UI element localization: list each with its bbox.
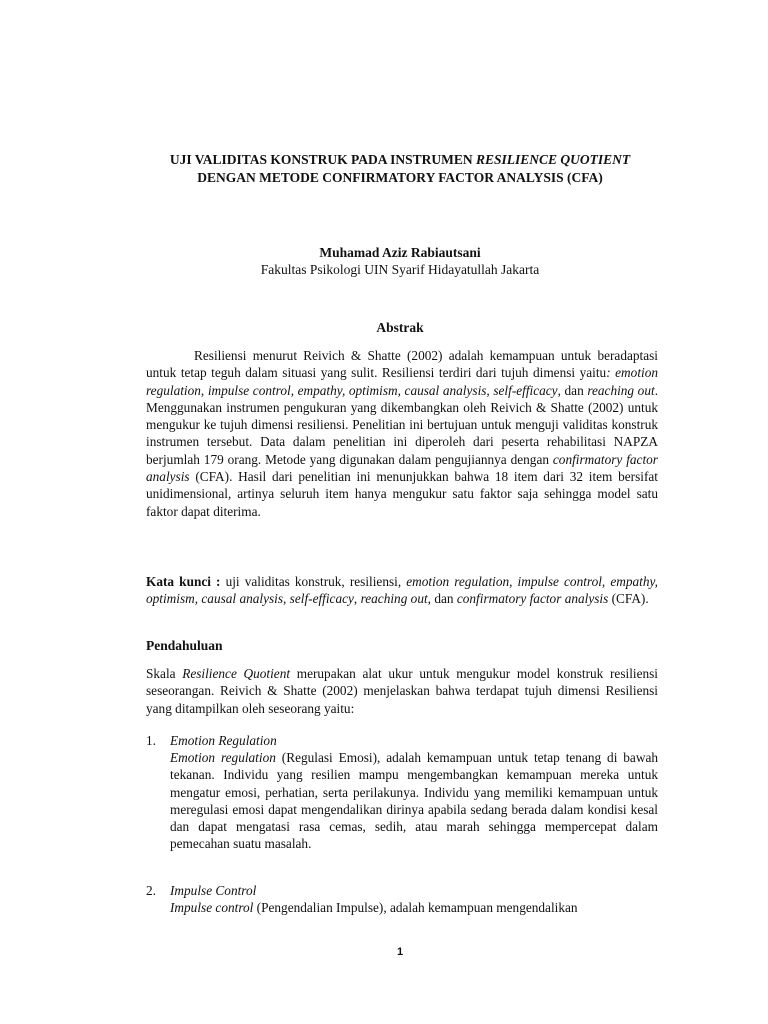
author-affiliation: Fakultas Psikologi UIN Syarif Hidayatullah Jakarta xyxy=(260,262,540,277)
abstract-text: Resiliensi menurut Reivich & Shatte (2002) adalah kemampuan untuk beradaptasi untuk tetap teguh dalam situasi yang sulit. Resiliensi terdiri dari tujuh dimensi yaitu xyxy=(146,348,658,381)
list-item-body xyxy=(170,899,658,916)
abstract-italic-text: confirmatory factor analysis xyxy=(146,451,658,485)
paper-title xyxy=(145,151,655,187)
title-part: DENGAN METODE CONFIRMATORY FACTOR ANALYSIS (CFA) xyxy=(197,170,603,185)
list-item-text: (Regulasi Emosi), adalah kemampuan untuk tetap tenang di bawah tekanan. Individu yang resilien mampu mengembangkan kemampuan mereka untuk mengatur emosi, perhatian, serta perilakunya. Individu yang memiliki kemampuan untuk meregulasi emosi dapat mengendalikan dirinya apabila sedang berada dalam kondisi kesal dan dapat mengatasi rasa cemas, sedih, atau marah sehingga mempercepat dalam pemecahan suatu masalah. xyxy=(170,750,658,852)
list-item-number: 1. xyxy=(146,733,156,748)
abstract-heading: Abstrak xyxy=(376,320,424,335)
abstract-body xyxy=(146,347,658,520)
keywords-text: uji validitas konstruk, resiliensi, xyxy=(220,574,407,589)
author-name: Muhamad Aziz Rabiautsani xyxy=(319,245,481,260)
list-item-title: Emotion Regulation xyxy=(170,733,277,748)
title-italic-part: RESILIENCE QUOTIENT xyxy=(476,152,631,167)
list-item-term: Impulse control xyxy=(170,900,254,915)
intro-text: Skala xyxy=(146,666,183,681)
page-number: 1 xyxy=(396,946,404,958)
abstract-text: , dan xyxy=(557,382,588,398)
list-item-text: (Pengendalian Impulse), adalah kemampuan mengendalikan xyxy=(253,900,578,915)
title-part: UJI VALIDITAS KONSTRUK PADA INSTRUMEN xyxy=(169,152,477,167)
keywords xyxy=(146,573,658,608)
intro-italic: Resilience Quotient xyxy=(182,666,291,681)
list-item-title: Impulse Control xyxy=(170,883,257,898)
intro-paragraph xyxy=(146,665,658,717)
abstract-italic-text: reaching out xyxy=(587,382,655,398)
section-heading: Pendahuluan xyxy=(146,638,223,653)
abstract-text: . Menggunakan instrumen pengukuran yang dikembangkan oleh Reivich & Shatte (2002) untuk mengukur ke tujuh dimensi resiliensi. Penelitian ini bertujuan untuk menguji validitas konstruk instrumen tersebut. Data dalam penelitian ini diperoleh dari peserta rehabilitasi NAPZA berjumlah 179 orang. Metode yang digunakan dalam pengujiannya dengan xyxy=(146,382,659,467)
keywords-italic: reaching out, xyxy=(360,591,431,607)
intro-text: merupakan alat ukur untuk mengukur model konstruk resiliensi seseorangan. Reivich & Shatte (2002) menjelaskan bahwa terdapat tujuh dimensi Resiliensi yang ditampilkan oleh seseorang yaitu: xyxy=(146,666,659,716)
keywords-label: Kata kunci : xyxy=(146,574,221,589)
keywords-italic: confirmatory factor analysis xyxy=(456,591,609,607)
keywords-text: , xyxy=(353,591,361,607)
abstract-text: (CFA). Hasil dari penelitian ini menunjukkan bahwa 18 item dari 32 item bersifat unidimensional, artinya seluruh item hanya mengukur satu faktor saja sehingga model satu faktor dapat diterima. xyxy=(146,469,658,519)
keywords-text: dan xyxy=(431,591,457,607)
list-item-body xyxy=(170,749,658,853)
list-item-number: 2. xyxy=(146,883,156,898)
abstract-italic-text: : emotion regulation, impulse control, empathy, optimism, causal analysis, self-efficacy xyxy=(146,365,658,398)
keywords-italic: emotion regulation, impulse control, empathy, optimism, causal analysis, self-efficacy xyxy=(146,574,658,607)
list-item-term: Emotion regulation xyxy=(170,750,276,765)
keywords-text: (CFA). xyxy=(608,591,649,607)
